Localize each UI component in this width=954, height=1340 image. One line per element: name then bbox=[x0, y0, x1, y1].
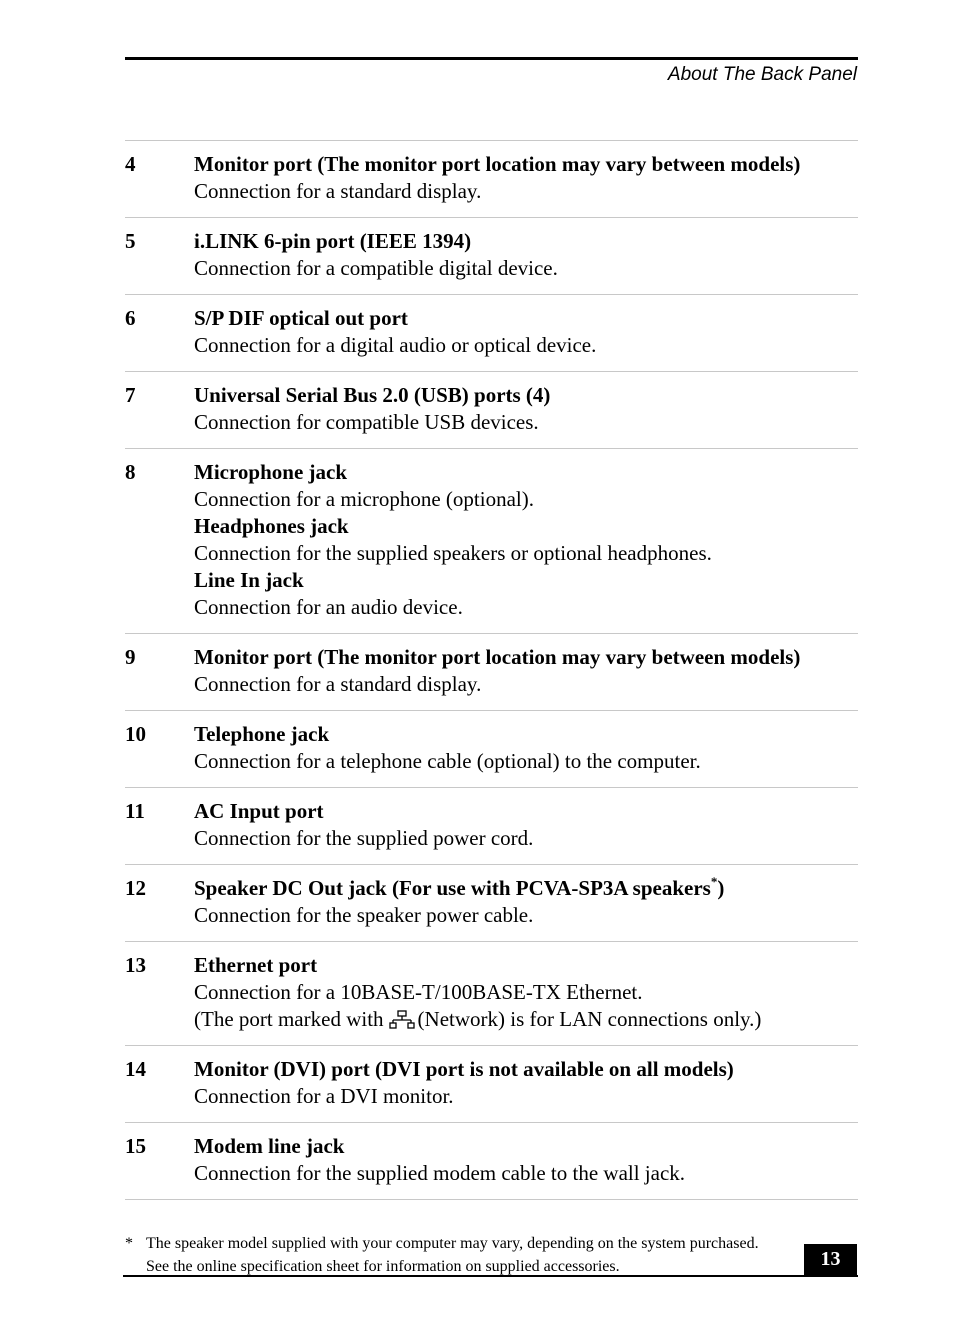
line-text: Connection for a telephone cable (optional) to the computer. bbox=[194, 749, 701, 773]
port-entry bbox=[125, 633, 858, 710]
port-detail bbox=[194, 409, 858, 436]
port-description bbox=[194, 798, 858, 852]
port-entry bbox=[125, 448, 858, 633]
port-number: 8 bbox=[125, 460, 136, 484]
port-name bbox=[194, 513, 858, 540]
port-name bbox=[194, 875, 858, 902]
port-entry bbox=[125, 1122, 858, 1200]
port-description bbox=[194, 644, 858, 698]
port-name bbox=[194, 1133, 858, 1160]
port-number: 14 bbox=[125, 1057, 146, 1081]
running-header: About The Back Panel bbox=[667, 64, 857, 85]
footnote-mark: * bbox=[125, 1235, 133, 1252]
port-description bbox=[194, 1133, 858, 1187]
port-number: 11 bbox=[125, 799, 145, 823]
port-name bbox=[194, 305, 858, 332]
port-description bbox=[194, 1056, 858, 1110]
header-rule bbox=[125, 57, 858, 60]
port-detail bbox=[194, 486, 858, 513]
port-name bbox=[194, 1056, 858, 1083]
network-icon bbox=[389, 1010, 415, 1030]
port-name bbox=[194, 952, 858, 979]
line-text: Line In jack bbox=[194, 568, 304, 592]
footer-rule bbox=[123, 1275, 858, 1277]
port-name bbox=[194, 798, 858, 825]
port-name bbox=[194, 151, 858, 178]
port-detail bbox=[194, 902, 858, 929]
line-text-after: (Network) is for LAN connections only.) bbox=[417, 1007, 762, 1031]
port-detail bbox=[194, 1006, 858, 1033]
port-entry bbox=[125, 1045, 858, 1122]
line-text: Connection for the supplied modem cable to the wall jack. bbox=[194, 1161, 686, 1185]
port-name bbox=[194, 721, 858, 748]
port-number: 12 bbox=[125, 876, 146, 900]
port-detail bbox=[194, 178, 858, 205]
line-text: Microphone jack bbox=[194, 460, 348, 484]
line-text: S/P DIF optical out port bbox=[194, 306, 408, 330]
line-text: Connection for a digital audio or optical device. bbox=[194, 333, 597, 357]
line-text: Headphones jack bbox=[194, 514, 349, 538]
line-text-after: ) bbox=[717, 876, 725, 900]
port-name bbox=[194, 567, 858, 594]
line-text: Monitor (DVI) port (DVI port is not available on all models) bbox=[194, 1057, 734, 1081]
port-number: 6 bbox=[125, 306, 136, 330]
line-text: Connection for the supplied speakers or optional headphones. bbox=[194, 541, 712, 565]
line-text: Telephone jack bbox=[194, 722, 330, 746]
line-text: Connection for an audio device. bbox=[194, 595, 463, 619]
port-name bbox=[194, 228, 858, 255]
port-description bbox=[194, 151, 858, 205]
port-entry bbox=[125, 864, 858, 941]
port-description bbox=[194, 305, 858, 359]
port-number: 7 bbox=[125, 383, 136, 407]
line-text: Connection for a 10BASE-T/100BASE-TX Ethernet. bbox=[194, 980, 643, 1004]
port-name bbox=[194, 644, 858, 671]
line-text: Connection for the supplied power cord. bbox=[194, 826, 534, 850]
port-entry bbox=[125, 371, 858, 448]
footnote bbox=[125, 1232, 785, 1278]
line-text: i.LINK 6-pin port (IEEE 1394) bbox=[194, 229, 472, 253]
port-description bbox=[194, 382, 858, 436]
line-text: Connection for a compatible digital device. bbox=[194, 256, 558, 280]
port-number: 9 bbox=[125, 645, 136, 669]
port-entry bbox=[125, 140, 858, 217]
port-description bbox=[194, 952, 858, 1033]
port-list bbox=[125, 140, 858, 1200]
port-number: 4 bbox=[125, 152, 136, 176]
line-text: Monitor port (The monitor port location may vary between models) bbox=[194, 645, 801, 669]
page-number: 13 bbox=[804, 1244, 857, 1277]
line-text: Universal Serial Bus 2.0 (USB) ports (4) bbox=[194, 383, 551, 407]
footnote-text: The speaker model supplied with your computer may vary, depending on the system purchased. See the online specification sheet for information on supplied accessories. bbox=[146, 1235, 759, 1275]
port-description bbox=[194, 875, 858, 929]
port-description bbox=[194, 228, 858, 282]
port-number: 15 bbox=[125, 1134, 146, 1158]
line-text: Connection for a standard display. bbox=[194, 672, 482, 696]
port-detail bbox=[194, 748, 858, 775]
line-text: Monitor port (The monitor port location may vary between models) bbox=[194, 152, 801, 176]
port-entry bbox=[125, 710, 858, 787]
port-detail bbox=[194, 540, 858, 567]
port-entry bbox=[125, 294, 858, 371]
port-detail bbox=[194, 332, 858, 359]
footnote-reference: * bbox=[710, 874, 718, 889]
port-detail bbox=[194, 255, 858, 282]
line-text: Modem line jack bbox=[194, 1134, 345, 1158]
port-number: 10 bbox=[125, 722, 146, 746]
line-text: Connection for a standard display. bbox=[194, 179, 482, 203]
line-text: (The port marked with bbox=[194, 1007, 384, 1031]
port-description bbox=[194, 721, 858, 775]
line-text: Connection for compatible USB devices. bbox=[194, 410, 539, 434]
line-text: Ethernet port bbox=[194, 953, 318, 977]
port-entry bbox=[125, 787, 858, 864]
line-text: Speaker DC Out jack (For use with PCVA-SP3A speakers bbox=[194, 876, 711, 900]
line-text: Connection for a microphone (optional). bbox=[194, 487, 534, 511]
port-detail bbox=[194, 671, 858, 698]
port-detail bbox=[194, 1160, 858, 1187]
port-detail bbox=[194, 979, 858, 1006]
port-name bbox=[194, 459, 858, 486]
port-detail bbox=[194, 1083, 858, 1110]
port-detail bbox=[194, 825, 858, 852]
port-entry bbox=[125, 217, 858, 294]
line-text: AC Input port bbox=[194, 799, 324, 823]
port-number: 13 bbox=[125, 953, 146, 977]
line-text: Connection for the speaker power cable. bbox=[194, 903, 534, 927]
line-text: Connection for a DVI monitor. bbox=[194, 1084, 454, 1108]
port-entry bbox=[125, 941, 858, 1045]
port-detail bbox=[194, 594, 858, 621]
port-number: 5 bbox=[125, 229, 136, 253]
port-name bbox=[194, 382, 858, 409]
port-description bbox=[194, 459, 858, 621]
